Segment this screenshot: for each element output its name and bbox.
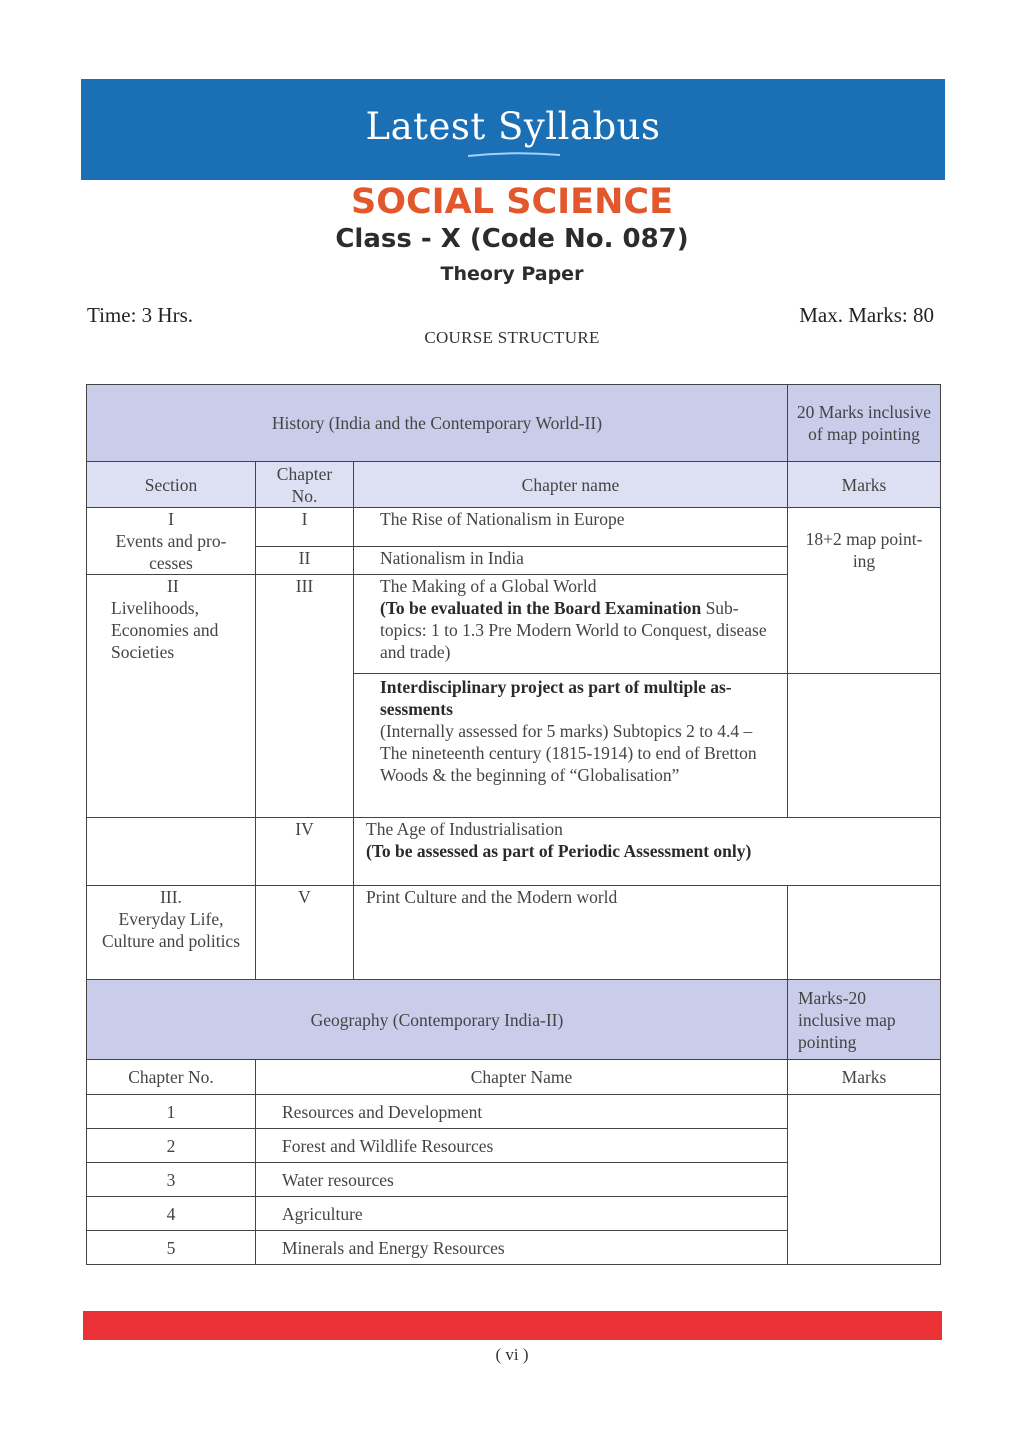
section-cell: [87, 575, 256, 818]
banner-title: Latest Syllabus: [365, 105, 661, 148]
project-title: Interdisciplinary project as part of multiple as-sessments: [380, 677, 732, 719]
geography-column-headers: [87, 1060, 941, 1095]
swoosh-decoration: [466, 150, 562, 160]
project-details: (Internally assessed for 5 marks) Subtopics 2 to 4.4 –The nineteenth century (1815-1914) to end of Bretton Woods & the beginning of “Globalisation”: [380, 721, 757, 785]
col-marks: Marks: [788, 462, 941, 508]
section-cell: [87, 818, 256, 886]
section-name: Everyday Life, Culture and politics: [101, 909, 241, 951]
chapter-no: II: [256, 547, 354, 575]
chapter-name-cell: [354, 818, 941, 886]
chapter-name: Minerals and Energy Resources: [256, 1231, 788, 1265]
chapter-name: The Rise of Nationalism in Europe: [354, 508, 788, 547]
section-number: III.: [160, 887, 182, 907]
time-allowed: Time: 3 Hrs.: [87, 303, 193, 327]
section-name: Events and pro-cesses: [115, 531, 227, 573]
geography-header-row: [87, 980, 941, 1060]
chapter-name: Water resources: [256, 1163, 788, 1197]
chapter-name: Agriculture: [256, 1197, 788, 1231]
marks-cell: [788, 1095, 941, 1265]
footer-bar: [83, 1311, 942, 1340]
table-row: [87, 886, 941, 980]
chapter-name: The Making of a Global World: [380, 576, 597, 596]
col-chapter-name: Chapter Name: [256, 1060, 788, 1095]
geography-marks-note: Marks-20 inclusive map pointing: [788, 980, 941, 1060]
page-number: ( vi ): [495, 1345, 529, 1364]
col-chapter-no: Chapter No.: [256, 462, 354, 508]
col-section: Section: [87, 462, 256, 508]
max-marks: Max. Marks: 80: [799, 303, 934, 327]
history-title: History (India and the Contemporary World-II): [87, 385, 788, 462]
project-cell: [354, 674, 788, 818]
marks-cell: [788, 674, 941, 818]
subject-title: SOCIAL SCIENCE: [351, 182, 673, 222]
section-name: Livelihoods, Economies and Societies: [111, 598, 219, 662]
chapter-no: 3: [87, 1163, 256, 1197]
chapter-no: III: [256, 575, 354, 818]
chapter-name: Resources and Development: [256, 1095, 788, 1129]
chapter-note: (To be assessed as part of Periodic Assessment only): [366, 841, 752, 861]
col-chapter-no: Chapter No.: [87, 1060, 256, 1095]
col-chapter-name: Chapter name: [354, 462, 788, 508]
history-column-headers: [87, 462, 941, 508]
title-banner: [81, 79, 945, 180]
col-marks: Marks: [788, 1060, 941, 1095]
chapter-note: [380, 597, 779, 663]
marks-cell: 18+2 map point-ing: [788, 508, 941, 674]
chapter-name-cell: [354, 575, 788, 674]
chapter-note-rest: Sub-topics: 1 to 1.3 Pre Modern World to Conquest, disease and trade): [380, 598, 767, 662]
history-header-row: [87, 385, 941, 462]
section-cell: [87, 886, 256, 980]
chapter-no: 2: [87, 1129, 256, 1163]
table-row: [87, 818, 941, 886]
section-number: II: [167, 576, 179, 596]
chapter-no: 4: [87, 1197, 256, 1231]
history-marks-note: 20 Marks inclusive of map pointing: [788, 385, 941, 462]
geography-title: Geography (Contemporary India-II): [87, 980, 788, 1060]
paper-type: Theory Paper: [440, 263, 584, 285]
marks-cell: [788, 886, 941, 980]
chapter-no: 1: [87, 1095, 256, 1129]
chapter-no: 5: [87, 1231, 256, 1265]
chapter-name: Print Culture and the Modern world: [354, 886, 788, 980]
section-cell: [87, 508, 256, 575]
chapter-no: IV: [256, 818, 354, 886]
course-structure-heading: COURSE STRUCTURE: [424, 328, 600, 347]
table-row: [87, 1095, 941, 1129]
chapter-note-bold: (To be evaluated in the Board Examination: [380, 598, 702, 618]
chapter-name: Nationalism in India: [354, 547, 788, 575]
chapter-no: I: [256, 508, 354, 547]
chapter-name: Forest and Wildlife Resources: [256, 1129, 788, 1163]
chapter-no: V: [256, 886, 354, 980]
class-code: Class - X (Code No. 087): [335, 224, 689, 254]
table-row: [87, 508, 941, 547]
section-number: I: [168, 509, 174, 529]
chapter-name: The Age of Industrialisation: [366, 819, 563, 839]
syllabus-table: [86, 384, 941, 1265]
